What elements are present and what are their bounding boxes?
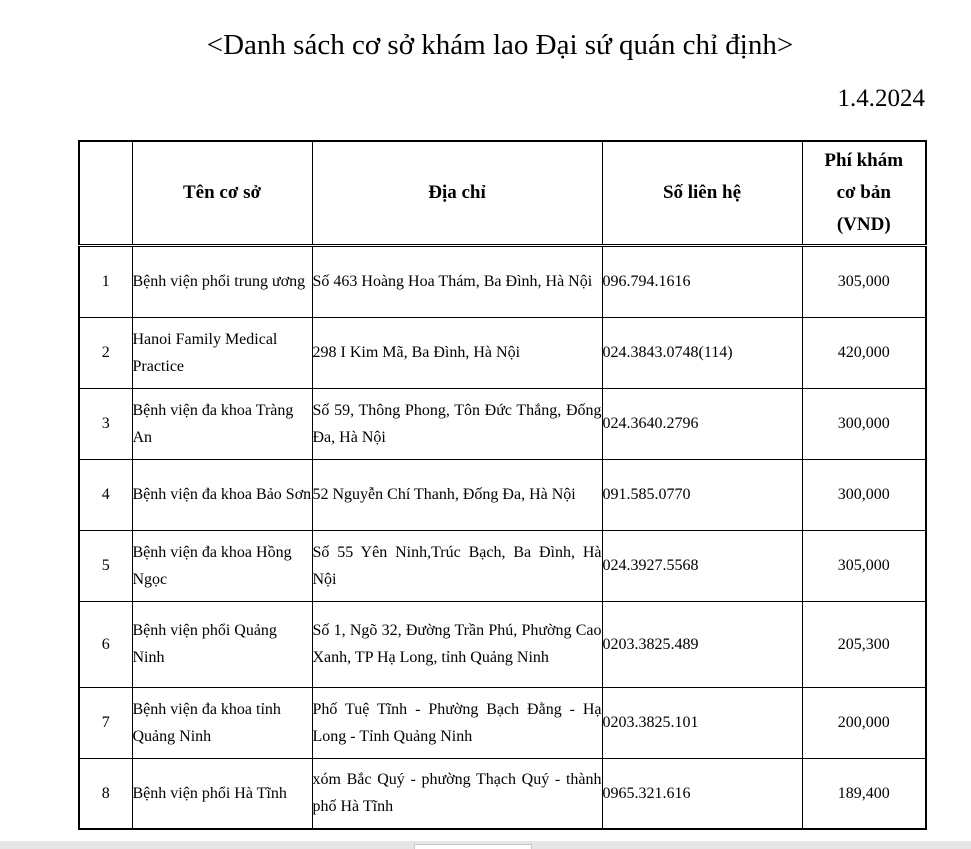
clinic-name: Bệnh viện đa khoa Tràng An <box>132 388 312 459</box>
clinic-name: Bệnh viện phổi Hà Tĩnh <box>132 758 312 829</box>
row-number: 5 <box>79 530 132 601</box>
clinic-address: xóm Bắc Quý - phường Thạch Quý - thành phố Hà Tĩnh <box>312 758 602 829</box>
header-address: Địa chỉ <box>312 141 602 245</box>
clinic-phone: 024.3927.5568 <box>602 530 802 601</box>
clinic-fee: 189,400 <box>802 758 926 829</box>
clinic-phone: 0203.3825.489 <box>602 601 802 687</box>
clinic-fee: 200,000 <box>802 687 926 758</box>
header-name: Tên cơ sở <box>132 141 312 245</box>
header-fee <box>802 141 926 245</box>
header-phone: Số liên hệ <box>602 141 802 245</box>
clinic-address: Phố Tuệ Tĩnh - Phường Bạch Đằng - Hạ Long - Tỉnh Quảng Ninh <box>312 687 602 758</box>
clinic-phone: 0965.321.616 <box>602 758 802 829</box>
clinic-address: Số 59, Thông Phong, Tôn Đức Thắng, Đống Đa, Hà Nội <box>312 388 602 459</box>
row-number: 7 <box>79 687 132 758</box>
page-title: <Danh sách cơ sở khám lao Đại sứ quán chỉ định> <box>206 29 794 61</box>
clinic-name: Bệnh viện đa khoa Hồng Ngọc <box>132 530 312 601</box>
clinic-address: Số 1, Ngõ 32, Đường Trần Phú, Phường Cao Xanh, TP Hạ Long, tỉnh Quảng Ninh <box>312 601 602 687</box>
row-number: 2 <box>79 317 132 388</box>
bottom-scroll-thumb[interactable] <box>414 844 532 849</box>
clinic-address: 52 Nguyễn Chí Thanh, Đống Đa, Hà Nội <box>312 459 602 530</box>
header-no <box>79 141 132 245</box>
clinic-name: Bệnh viện phổi trung ương <box>132 245 312 317</box>
clinic-name: Hanoi Family Medical Practice <box>132 317 312 388</box>
clinic-address: 298 I Kim Mã, Ba Đình, Hà Nội <box>312 317 602 388</box>
header-fee-line3: (VND) <box>836 213 891 235</box>
table-row <box>79 245 926 317</box>
clinic-phone: 096.794.1616 <box>602 245 802 317</box>
clinic-fee: 305,000 <box>802 245 926 317</box>
table-row <box>79 388 926 459</box>
table-body <box>79 245 926 829</box>
row-number: 1 <box>79 245 132 317</box>
clinic-phone: 024.3843.0748(114) <box>602 317 802 388</box>
clinic-fee: 300,000 <box>802 459 926 530</box>
clinic-fee: 305,000 <box>802 530 926 601</box>
table-header <box>79 141 926 245</box>
clinic-phone: 0203.3825.101 <box>602 687 802 758</box>
row-number: 3 <box>79 388 132 459</box>
table-row <box>79 459 926 530</box>
table-row <box>79 317 926 388</box>
clinic-phone: 024.3640.2796 <box>602 388 802 459</box>
table-row <box>79 601 926 687</box>
clinic-fee: 205,300 <box>802 601 926 687</box>
clinic-name: Bệnh viện đa khoa tỉnh Quảng Ninh <box>132 687 312 758</box>
table-row <box>79 758 926 829</box>
clinic-fee: 420,000 <box>802 317 926 388</box>
header-row <box>79 141 926 245</box>
row-number: 8 <box>79 758 132 829</box>
header-fee-line2: cơ bản <box>836 181 891 203</box>
header-fee-line1: Phí khám <box>824 149 904 171</box>
row-number: 6 <box>79 601 132 687</box>
document-date: 1.4.2024 <box>837 85 925 112</box>
row-number: 4 <box>79 459 132 530</box>
clinic-fee: 300,000 <box>802 388 926 459</box>
clinic-address: Số 463 Hoàng Hoa Thám, Ba Đình, Hà Nội <box>312 245 602 317</box>
clinic-name: Bệnh viện phổi Quảng Ninh <box>132 601 312 687</box>
table-row <box>79 530 926 601</box>
clinic-address: Số 55 Yên Ninh,Trúc Bạch, Ba Đình, Hà Nội <box>312 530 602 601</box>
table-row <box>79 687 926 758</box>
clinic-phone: 091.585.0770 <box>602 459 802 530</box>
clinic-table <box>78 140 927 830</box>
clinic-name: Bệnh viện đa khoa Bảo Sơn <box>132 459 312 530</box>
